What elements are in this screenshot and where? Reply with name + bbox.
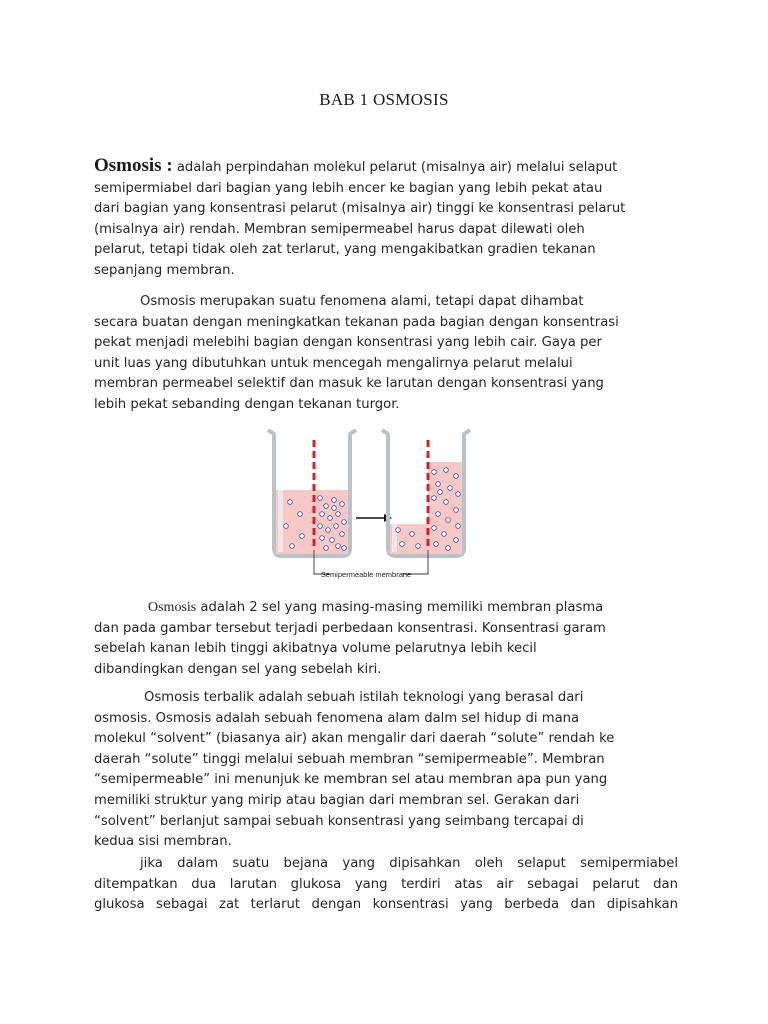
paragraph-glucose-solution xyxy=(94,854,678,916)
text-line: unit luas yang dibutuhkan untuk mencegah mengalirnya pelarut melalui xyxy=(94,355,573,371)
text-line xyxy=(94,688,678,709)
text-line: dibandingkan dengan sel yang sebelah kiri. xyxy=(94,661,382,677)
text-line: ditempatkan dua larutan glukosa yang terdiri atas air sebagai pelarut dan xyxy=(94,876,678,892)
left-beaker xyxy=(268,430,356,556)
text-line: dari bagian yang konsentrasi pelarut (misalnya air) tinggi ke konsentrasi pelarut xyxy=(94,201,626,217)
term-osmosis: Osmosis : xyxy=(94,155,173,176)
text-line: osmosis. Osmosis adalah sebuah fenomena alam dalm sel hidup di mana xyxy=(94,710,580,726)
paragraph-osmosis-phenomenon xyxy=(94,292,678,416)
page-title: BAB 1 OSMOSIS xyxy=(319,90,449,109)
text-line: sepanjang membran. xyxy=(94,262,235,278)
text-line: molekul “solvent” (biasanya air) akan mengalir dari daerah “solute” rendah ke xyxy=(94,731,615,747)
text-line: daerah “solute” tinggi melalui sebuah membran “semipermeable”. Membran xyxy=(94,751,605,767)
text-line: lebih pekat sebanding dengan tekanan turgor. xyxy=(94,396,400,412)
text-line: “semipermeable” ini menunjuk ke membran sel atau membran apa pun yang xyxy=(94,772,608,788)
text-line-part: adalah perpindahan molekul pelarut (misalnya air) melalui selaput xyxy=(172,160,618,175)
paragraph-definition xyxy=(94,156,678,282)
text-line: secara buatan dengan meningkatkan tekanan pada bagian dengan konsentrasi xyxy=(94,314,619,330)
text-line: dan pada gambar tersebut terjadi perbedaan konsentrasi. Konsentrasi garam xyxy=(94,620,606,636)
text-line: kedua sisi membran. xyxy=(94,834,232,850)
paragraph-reverse-osmosis xyxy=(94,688,678,853)
text-line: semipermiabel dari bagian yang lebih encer ke bagian yang lebih pekat atau xyxy=(94,180,603,196)
text-line-part: Osmosis terbalik adalah sebuah istilah teknologi yang berasal dari xyxy=(144,690,584,705)
text-line xyxy=(94,854,678,875)
osmosis-beaker-figure xyxy=(262,422,472,584)
text-line: (misalnya air) rendah. Membran semipermeabel harus dapat dilewati oleh xyxy=(94,221,585,237)
text-line-part: adalah 2 sel yang masing-masing memiliki membran plasma xyxy=(196,600,604,615)
text-line: pekat menjadi melebihi bagian dengan konsentrasi yang lebih cair. Gaya per xyxy=(94,335,602,351)
text-line-part: jika dalam suatu bejana yang dipisahkan oleh selaput semipermiabel xyxy=(140,856,678,871)
text-line: sebelah kanan lebih tinggi akibatnya volume pelarutnya lebih kecil xyxy=(94,641,537,657)
text-line xyxy=(94,598,678,619)
text-line: glukosa sebagai zat terlarut dengan konsentrasi yang berbeda dan dipisahkan xyxy=(94,897,678,913)
right-beaker xyxy=(382,430,470,556)
text-line xyxy=(94,292,678,313)
paragraph-two-cells xyxy=(94,598,678,680)
text-line: pelarut, tetapi tidak oleh zat terlarut, yang mengakibatkan gradien tekanan xyxy=(94,242,596,258)
text-line-part: Osmosis merupakan suatu fenomena alami, tetapi dapat dihambat xyxy=(140,294,584,309)
osmosis-word: Osmosis xyxy=(148,600,197,615)
text-line xyxy=(94,156,678,179)
text-line: membran permeabel selektif dan masuk ke larutan dengan konsentrasi yang xyxy=(94,376,604,392)
figure-caption: Semipermeable membrane xyxy=(320,570,412,579)
text-line: memiliki struktur yang mirip atau bagian dari membran sel. Gerakan dari xyxy=(94,792,580,808)
text-line: “solvent” berlanjut sampai sebuah konsentrasi yang seimbang tercapai di xyxy=(94,813,584,829)
